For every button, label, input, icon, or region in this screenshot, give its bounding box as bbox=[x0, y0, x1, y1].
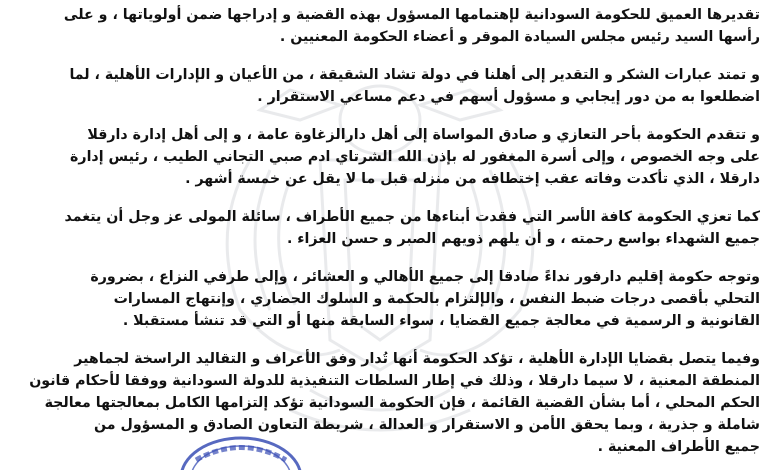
paragraph-6-line-2: المنطقة المعنية ، لا سيما دارقلا ، وذلك في إطار السلطات التنفيذية للدولة السودانية ووفقا لأحكام قانون bbox=[29, 373, 760, 389]
paragraph-1-line-1: تقديرها العميق للحكومة السودانية لإهتمامها المسؤول بهذه القضية و إدراجها ضمن أولوياتها ، و على bbox=[63, 7, 760, 23]
paragraph-1-line-2: رأسها السيد رئيس مجلس السيادة الموقر و أعضاء الحكومة المعنيين . bbox=[279, 29, 760, 45]
paragraph-3-line-1: و تتقدم الحكومة بأحر التعازي و صادق المواساة إلى أهل دارالزغاوة عامة ، و إلى أهل إدارة دارقلا bbox=[87, 127, 760, 143]
paragraph-4-line-2: جميع الشهداء بواسع رحمته ، و أن يلهم ذويهم الصبر و حسن العزاء . bbox=[286, 231, 760, 247]
official-stamp-icon bbox=[176, 430, 306, 470]
paragraph-2-line-1: و تمتد عبارات الشكر و التقدير إلى أهلنا في دولة تشاد الشقيقة ، من الأعيان و الإدارات الأهلية ، لما bbox=[69, 67, 760, 83]
paragraph-2-line-2: اضطلعوا به من دور إيجابي و مسؤول أسهم في دعم مساعي الاستقرار . bbox=[257, 89, 760, 105]
paragraph-6-line-1: وفيما يتصل بقضايا الإدارة الأهلية ، تؤكد الحكومة أنها تُدار وفق الأعراف و التقاليد الراسخة لجماهير bbox=[74, 351, 760, 367]
paragraph-3-line-2: على وجه الخصوص ، وإلى أسرة المغفور له بإذن الله الشرتاي ادم صبي التجاني الطيب ، رئيس إدارة bbox=[70, 149, 760, 165]
paragraph-3-line-3: دارقلا ، الذي تأكدت وفاته عقب إختطافه من منزله قبل ما لا يقل عن خمسة أشهر . bbox=[185, 171, 760, 187]
paragraph-5-line-2: التحلي بأقصى درجات ضبط النفس ، والإلتزام بالحكمة و السلوك الحضاري ، وإنتهاج المسارات bbox=[113, 291, 760, 307]
paragraph-5-line-3: القانونية و الرسمية في معالجة جميع القضايا ، سواء السابقة منها أو التي قد تنشأ مستقبلا . bbox=[122, 313, 760, 329]
paragraph-6-line-4: شاملة و جذرية ، وبما يحقق الأمن و الاستقرار و العدالة ، شريطة التعاون الصادق و المسؤول من bbox=[94, 417, 760, 433]
paragraph-4-line-1: كما تعزي الحكومة كافة الأسر التي فقدت أبناءها من جميع الأطراف ، سائلة المولى عز وجل أن يتغمد bbox=[64, 209, 760, 225]
paragraph-5-line-1: وتوجه حكومة إقليم دارفور نداءً صادقا إلى جميع الأهالي و العشائر ، وإلى طرفي النزاع ، بضرورة bbox=[90, 269, 760, 285]
paragraph-6-line-5: جميع الأطراف المعنية . bbox=[597, 439, 760, 455]
paragraph-6-line-3: الحكم المحلي ، أما بشأن القضية القائمة ، فإن الحكومة السودانية تؤكد إلتزامها الكامل بمعالجتها معالجة bbox=[44, 395, 760, 411]
